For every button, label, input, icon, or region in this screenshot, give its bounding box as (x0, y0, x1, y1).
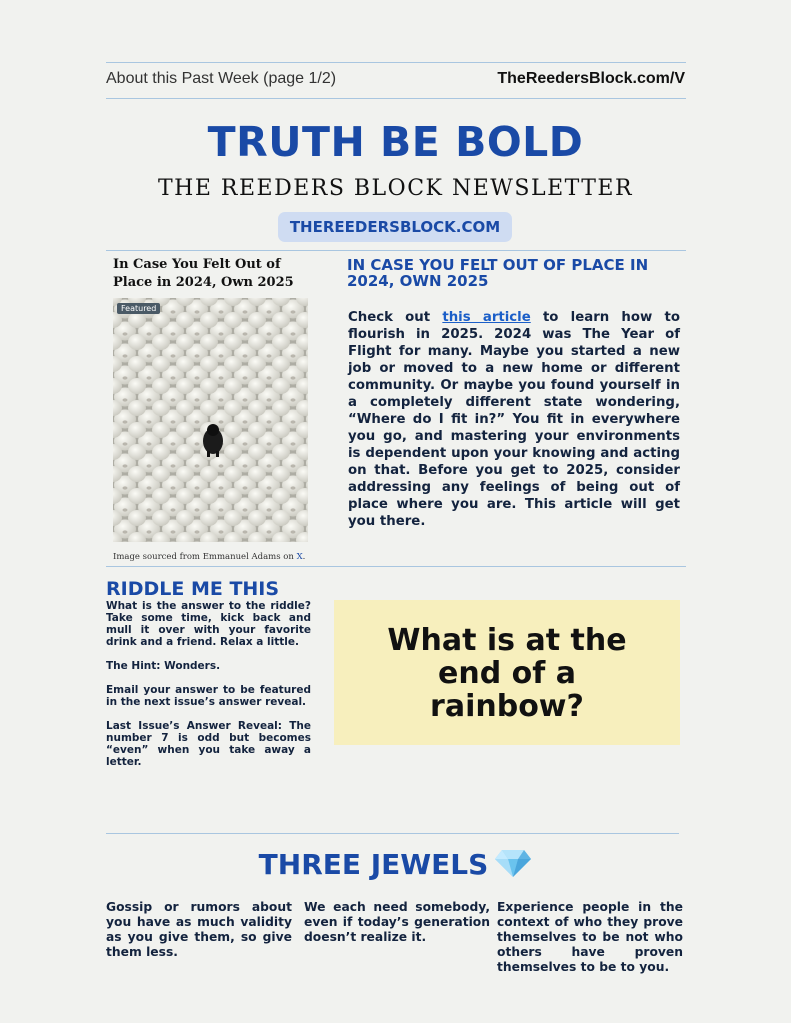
article-heading: IN CASE YOU FELT OUT OF PLACE IN 2024, OWN 2025 (347, 256, 649, 290)
top-rule (106, 62, 686, 63)
riddle-last-answer: Last Issue’s Answer Reveal: The number 7 is odd but becomes “even” when you take away a letter. (106, 720, 311, 768)
riddle-intro: What is the answer to the riddle? Take some time, kick back and mull it over with your favorite drink and a friend. Relax a little. (106, 600, 311, 648)
newsletter-subtitle: THE REEDERS BLOCK NEWSLETTER (157, 176, 634, 201)
article-body-intro: Check out (348, 310, 443, 325)
riddle-hint: The Hint: Wonders. (106, 660, 221, 672)
feature-card-title[interactable]: In Case You Felt Out of Place in 2024, Own 2025 (113, 257, 294, 290)
page-label: About this Past Week (page 1/2) (106, 70, 337, 87)
article-link[interactable]: this article (442, 310, 531, 325)
riddle-question (334, 624, 680, 723)
image-caption (113, 552, 305, 562)
riddle-card (334, 600, 680, 745)
article-body-text: to learn how to flourish in 2025. 2024 was The Year of Flight for many. Maybe you started a new job or moved to a new home or different community. Or maybe you found yourself in a completely different state wondering, “Where do I fit in?” You fit in everywhere you go, and mastering your environments is dependent upon your knowing and acting on that. Before you get to 2025, consider addressing any feelings of being out of place where you are. This article will get you there. (348, 310, 681, 529)
article-body (348, 309, 680, 530)
site-url-link[interactable]: TheReedersBlock.com/V (497, 70, 685, 87)
riddle-question-line-2: end of a (438, 656, 576, 691)
jewel-2: We each need somebody, even if today’s generation doesn’t realize it. (304, 900, 490, 944)
site-link-button[interactable]: THEREEDERSBLOCK.COM (278, 212, 512, 242)
riddle-question-line-3: rainbow? (430, 689, 584, 724)
riddle-question-line-1: What is at the (387, 623, 627, 658)
header-rule (106, 98, 686, 99)
newsletter-title: TRUTH BE BOLD (207, 118, 584, 166)
sheep-photo[interactable] (113, 298, 308, 542)
jewels-rule (106, 833, 679, 834)
featured-badge: Featured (117, 303, 160, 314)
jewels-heading (0, 848, 791, 881)
riddle-text-block (106, 600, 311, 780)
caption-source-link[interactable]: X (296, 552, 303, 562)
masthead-rule (106, 250, 686, 251)
caption-suffix: . (302, 552, 306, 562)
sheep-flock-image (113, 298, 308, 542)
jewel-3: Experience people in the context of who they prove themselves to be not who others have proven themselves to be to you. (497, 900, 683, 974)
riddle-heading: RIDDLE ME THIS (106, 578, 280, 600)
gem-icon (494, 848, 532, 878)
riddle-email-note: Email your answer to be featured in the next issue’s answer reveal. (106, 684, 311, 708)
caption-text: Image sourced from Emmanuel Adams on (113, 552, 297, 562)
jewel-1: Gossip or rumors about you have as much validity as you give them, so give them less. (106, 900, 292, 959)
section-rule (106, 566, 686, 567)
jewels-heading-text: THREE JEWELS (258, 848, 489, 881)
